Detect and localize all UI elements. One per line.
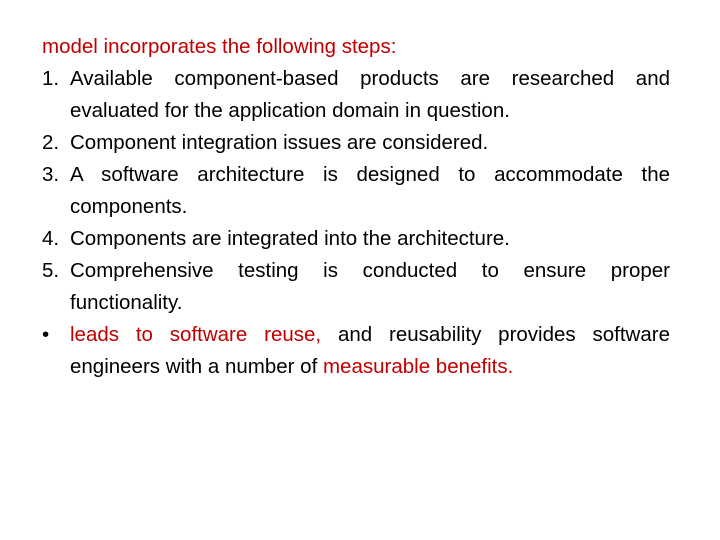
step-text: Component integration issues are considered. [70, 131, 489, 154]
step-number: 1. [42, 67, 60, 90]
step-text: Components are integrated into the architecture. [70, 227, 510, 250]
step-number: 4. [42, 227, 60, 250]
step-number: 3. [42, 163, 60, 186]
bullet-highlight-reuse: leads to software reuse, [70, 323, 322, 346]
step-2 [42, 127, 670, 159]
bullet-text [70, 319, 670, 383]
slide-body [42, 31, 670, 383]
bullet-highlight-benefits: measurable benefits. [322, 355, 514, 378]
step-4 [42, 223, 670, 255]
step-number: 2. [42, 131, 60, 154]
step-text: Available component-based products are researched and evaluated for the application domain in question. [70, 67, 670, 122]
step-3 [42, 159, 670, 223]
step-5 [42, 255, 670, 319]
step-text: Comprehensive testing is conducted to ensure proper functionality. [70, 259, 670, 314]
bullet-plain-text: and reusability provides software engineers with a number of [70, 323, 670, 378]
bullet-item [42, 319, 670, 383]
intro-line: model incorporates the following steps: [42, 35, 397, 58]
step-1 [42, 63, 670, 127]
bullet-icon: • [42, 323, 50, 346]
step-number: 5. [42, 259, 60, 282]
step-text: A software architecture is designed to accommodate the components. [70, 163, 670, 218]
